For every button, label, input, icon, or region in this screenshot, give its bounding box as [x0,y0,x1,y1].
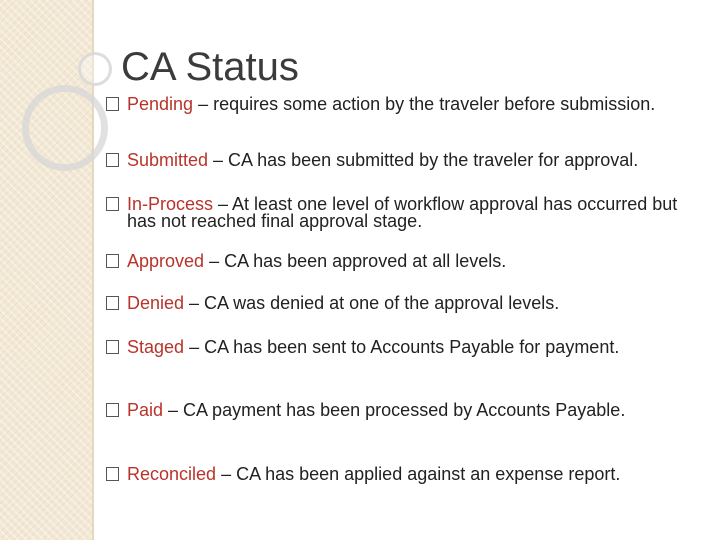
bullet-icon [106,467,119,481]
slide-title: CA Status [121,45,299,89]
status-term: Pending [127,94,194,114]
decorative-ring-large [22,85,108,171]
status-description: – requires some action by the traveler before submission. [193,94,656,114]
bullet-icon [106,97,119,111]
status-item-text [127,96,706,113]
status-item-staged [106,339,706,356]
status-term: Submitted [127,150,209,170]
bullet-icon [106,153,119,167]
status-item-text [127,466,706,483]
status-item-text [127,402,706,419]
status-item-text [127,196,706,230]
bullet-icon [106,403,119,417]
status-item-paid [106,402,706,419]
status-item-pending [106,96,706,113]
status-term: Paid [127,400,164,420]
status-term: In-Process [127,194,214,214]
status-item-denied [106,295,706,312]
status-item-approved [106,253,706,270]
status-item-text [127,253,706,270]
decorative-ring-small [78,52,112,86]
status-item-reconciled [106,466,706,483]
status-description: – CA was denied at one of the approval levels. [184,293,560,313]
bullet-icon [106,254,119,268]
bullet-icon [106,296,119,310]
bullet-icon [106,197,119,211]
status-description: – CA has been submitted by the traveler for approval. [208,150,639,170]
status-description: – CA has been sent to Accounts Payable for payment. [184,337,620,357]
status-item-submitted [106,152,706,169]
bullet-icon [106,340,119,354]
status-term: Denied [127,293,185,313]
status-description: – CA payment has been processed by Accounts Payable. [163,400,626,420]
status-term: Approved [127,251,205,271]
status-description: – CA has been applied against an expense report. [216,464,621,484]
status-term: Reconciled [127,464,217,484]
status-item-text [127,295,706,312]
status-item-text [127,152,706,169]
status-term: Staged [127,337,185,357]
status-description: – CA has been approved at all levels. [204,251,507,271]
decorative-side-strip [0,0,92,540]
status-item-in-process [106,196,706,230]
status-description: – At least one level of workflow approval has occurred but has not reached final approval stage. [127,194,678,231]
status-item-text [127,339,706,356]
